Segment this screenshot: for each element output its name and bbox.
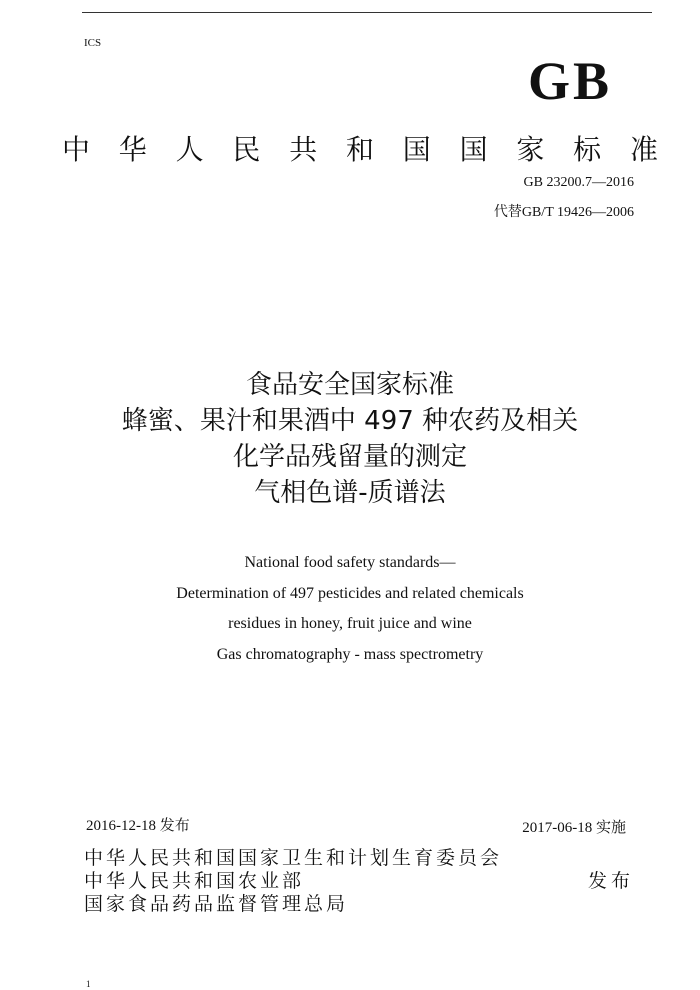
- country-char: 人: [175, 133, 204, 166]
- chinese-title: [0, 367, 700, 511]
- issuer-moa: 中华人民共和国农业部: [84, 870, 305, 892]
- country-char: 家: [516, 133, 545, 166]
- standard-number: GB 23200.7—2016: [523, 175, 634, 190]
- english-title-line: Determination of 497 pesticides and related chemicals: [176, 584, 524, 602]
- country-char: 中: [62, 133, 91, 166]
- implement-date: 2017-06-18 实施: [522, 820, 626, 836]
- country-char: 华: [118, 133, 147, 166]
- chinese-title-line: 蜂蜜、果汁和果酒中 497 种农药及相关: [121, 406, 579, 436]
- publish-date: 2016-12-18 发布: [86, 818, 190, 834]
- chinese-title-line: 食品安全国家标准: [245, 370, 454, 400]
- chinese-title-line: 气相色谱-质谱法: [254, 478, 446, 508]
- country-standard-title: [62, 128, 658, 168]
- country-char: 共: [289, 133, 318, 166]
- issue-label: 发布: [587, 870, 634, 892]
- issuer-nhfpc: 中华人民共和国国家卫生和计划生育委员会: [84, 847, 503, 869]
- country-char: 国: [402, 133, 431, 166]
- issuer-cfda: 国家食品药品监督管理总局: [84, 893, 349, 915]
- ics-label: ICS: [84, 37, 102, 49]
- country-char: 国: [459, 133, 488, 166]
- replaces-standard: 代替GB/T 19426—2006: [493, 205, 634, 220]
- top-rule: [82, 12, 652, 13]
- chinese-title-line: 化学品残留量的测定: [232, 442, 467, 472]
- country-char: 和: [345, 133, 374, 166]
- country-char: 民: [232, 133, 261, 166]
- english-title-line: National food safety standards—: [244, 554, 456, 571]
- english-title-line: residues in honey, fruit juice and wine: [228, 615, 472, 632]
- english-title: [0, 548, 700, 670]
- page-number: 1: [86, 979, 91, 989]
- country-char: 标: [573, 133, 602, 166]
- country-char: 准: [629, 133, 658, 166]
- gb-mark: GB: [527, 51, 612, 111]
- english-title-line: Gas chromatography - mass spectrometry: [216, 645, 484, 663]
